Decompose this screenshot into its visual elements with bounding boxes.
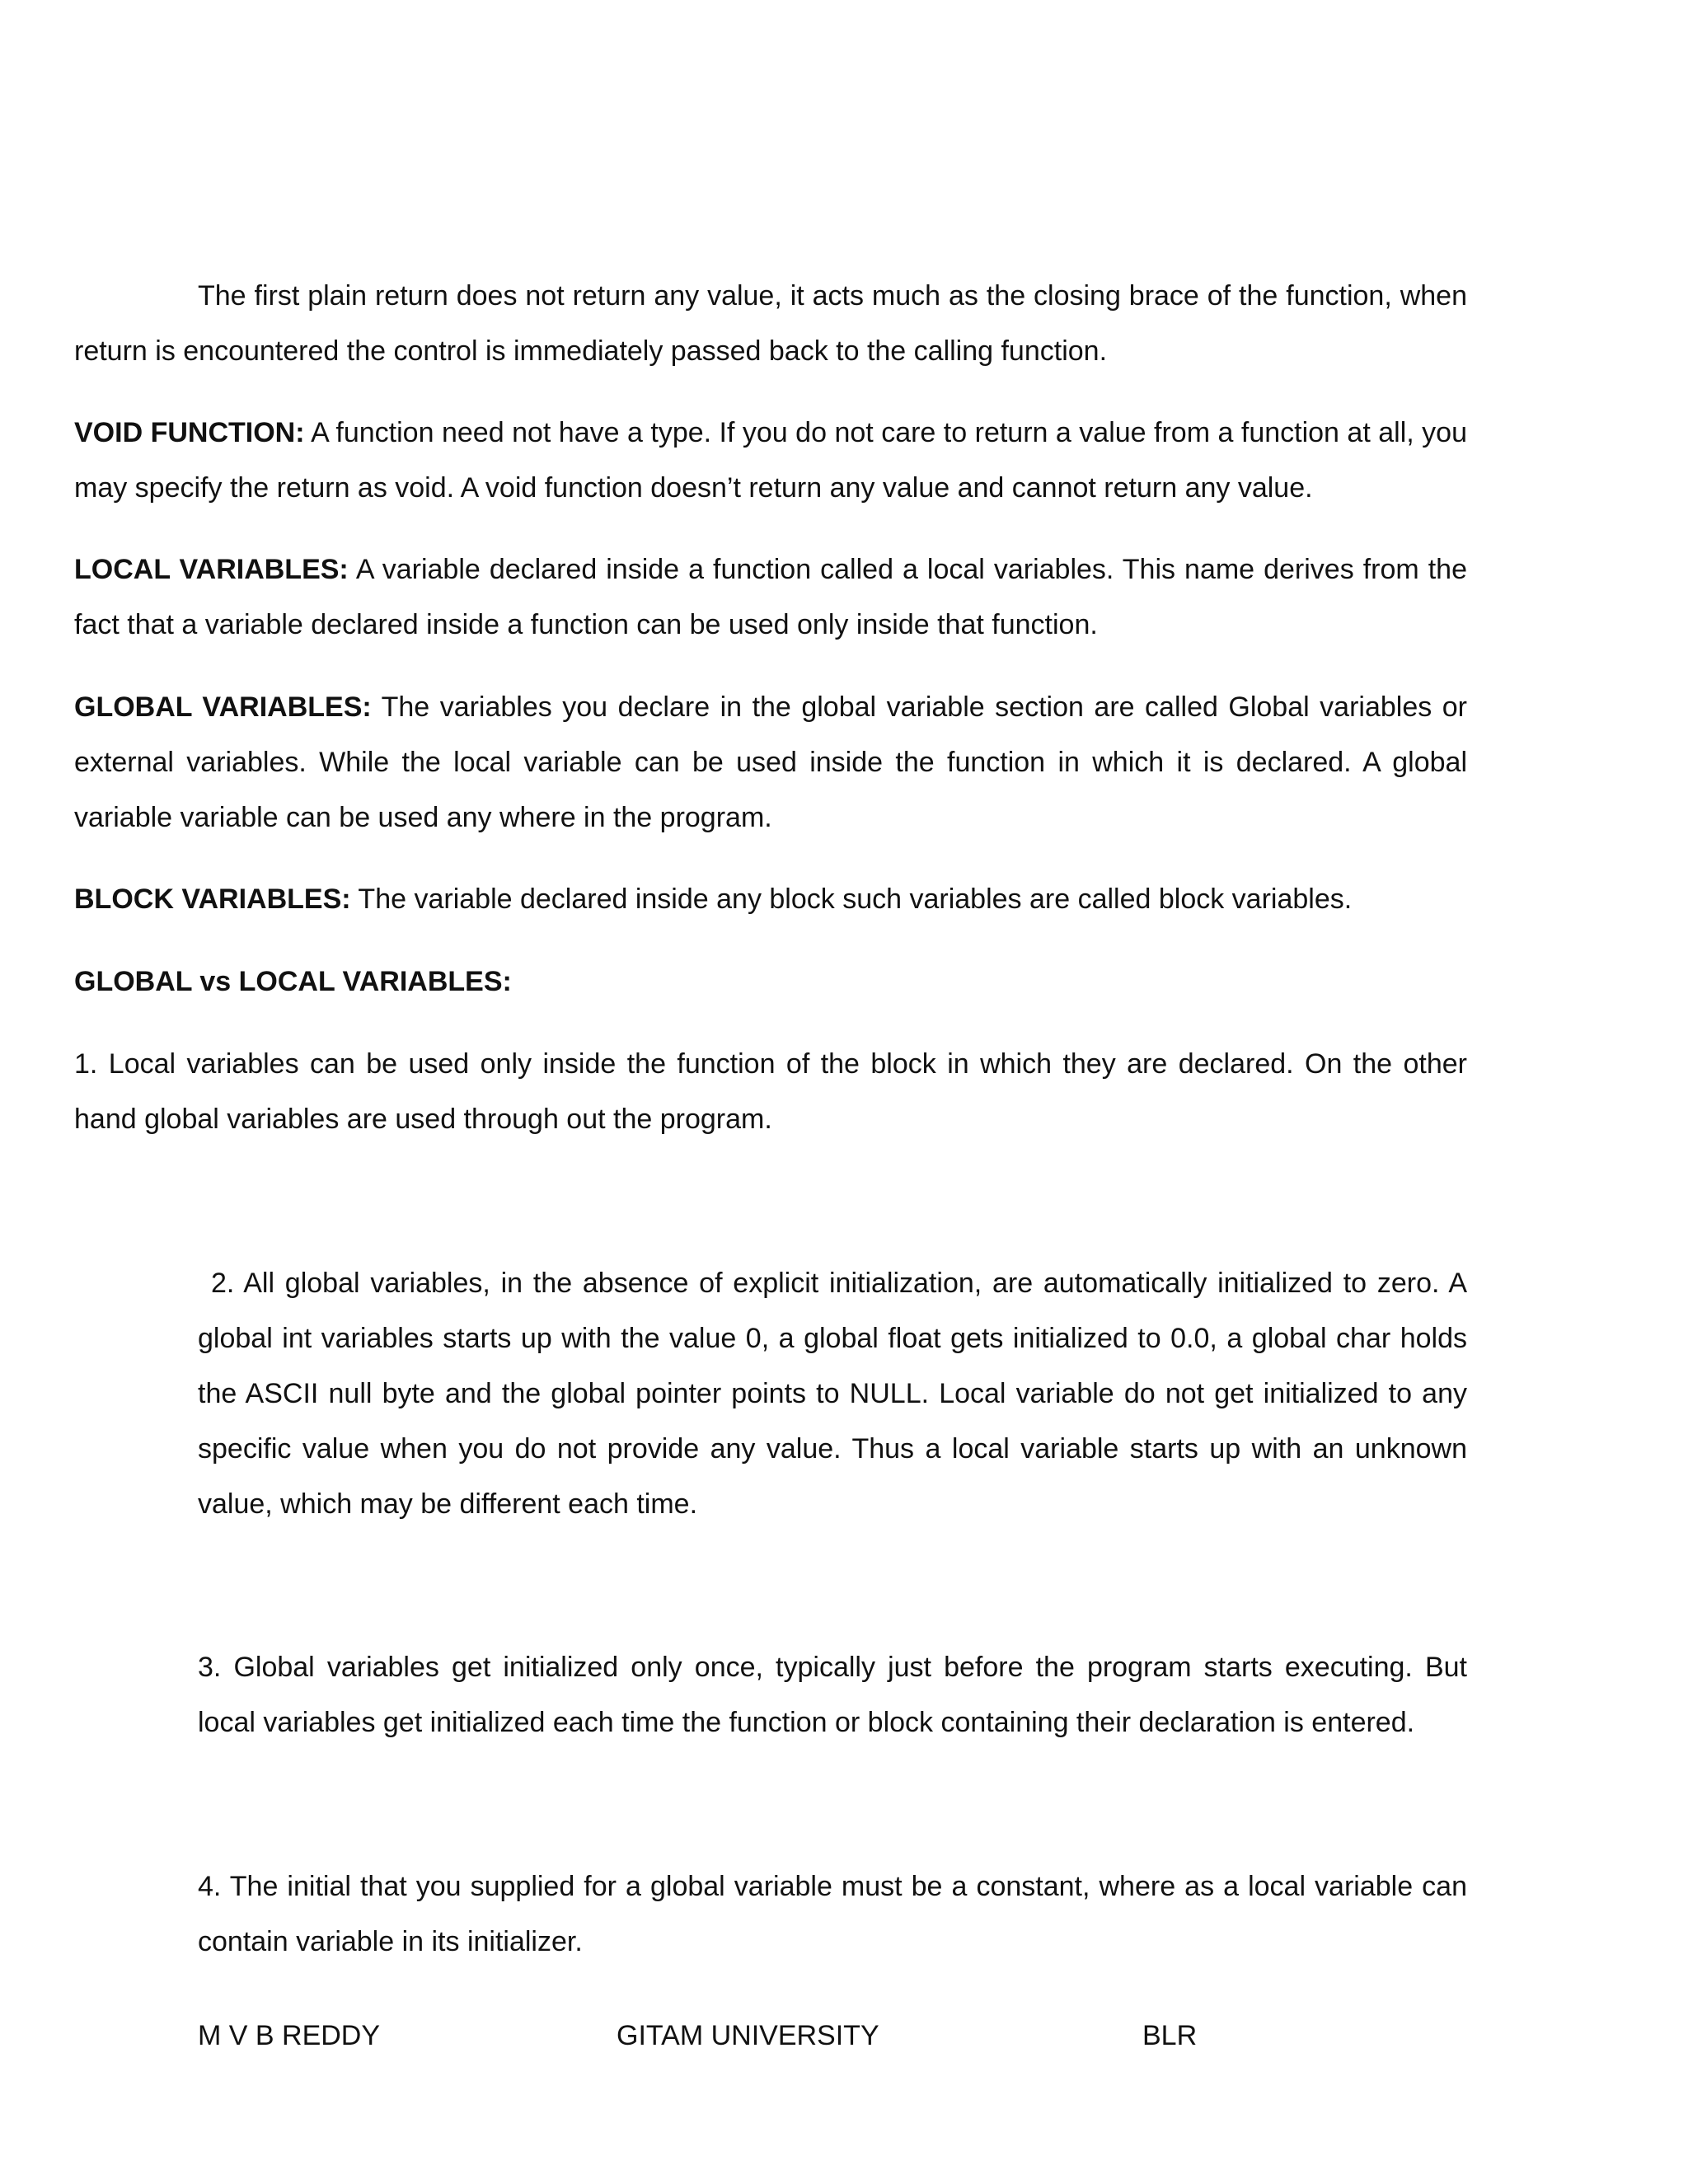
footer-location: BLR — [1142, 2020, 1198, 2051]
block-variables-paragraph — [74, 872, 1467, 927]
block-variables-term: BLOCK VARIABLES: — [74, 883, 351, 915]
point-4: 4. The initial that you supplied for a global variable must be a constant, where as a local variable can contain variable in its initializer. — [198, 1871, 1467, 1957]
block-variables-text: The variable declared inside any block such variables are called block variables. — [350, 883, 1353, 915]
global-variables-paragraph — [74, 680, 1467, 846]
return-note-paragraph: The first plain return does not return any value, it acts much as the closing brace of the function, when return is encountered the control is immediately passed back to the calling function. — [74, 280, 1467, 367]
footer-author: M V B REDDY — [198, 2020, 381, 2051]
point-3: 3. Global variables get initialized only once, typically just before the program starts executing. But local variables get initialized each time the function or block containing their declaration is entered. — [198, 1652, 1467, 1738]
global-variables-term: GLOBAL VARIABLES: — [74, 691, 372, 723]
local-variables-paragraph — [74, 542, 1467, 653]
void-function-paragraph — [74, 405, 1467, 516]
global-variables-text: The variables you declare in the global variable section are called Global variables or external variables. While the local variable can be used inside the function in which it is declared. A global variable variable can be used any where in the program. — [74, 691, 1467, 833]
footer-institution: GITAM UNIVERSITY — [617, 2020, 879, 2051]
local-variables-term: LOCAL VARIABLES: — [74, 554, 349, 585]
point-2: 2. All global variables, in the absence of explicit initialization, are automatically initialized to zero. A global int variables starts up with the value 0, a global float gets initialized to 0.0, a global char holds the ASCII null byte and the global pointer points to NULL. Local variable do not get initialized to any specific value when you do not provide any value. Thus a local variable starts up with an unknown value, which may be different each time. — [198, 1268, 1467, 1520]
comparison-heading: GLOBAL vs LOCAL VARIABLES: — [74, 966, 512, 997]
local-variables-text: A variable declared inside a function called a local variables. This name derives from the fact that a variable declared inside a function can be used only inside that function. — [74, 554, 1468, 640]
point-1: 1. Local variables can be used only inside the function of the block in which they are declared. On the other hand global variables are used through out the program. — [74, 1048, 1467, 1135]
void-function-text: A function need not have a type. If you do not care to return a value from a function at all, you may specify the return as void. A void function doesn’t return any value and cannot return any value. — [74, 417, 1467, 504]
void-function-term: VOID FUNCTION: — [74, 417, 305, 448]
